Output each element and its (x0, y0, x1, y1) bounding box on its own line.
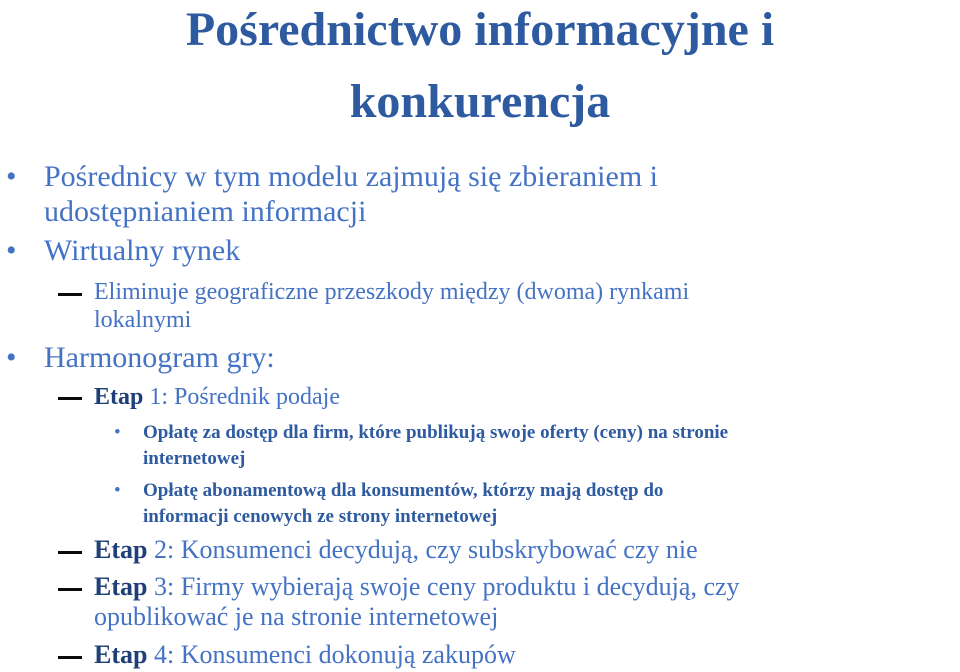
bullet-dot: • (114, 480, 121, 501)
stage-rest: 2: Konsumenci decydują, czy subskrybować czy nie (153, 535, 698, 564)
dash-marker (58, 397, 82, 400)
sub-text-line-2: informacji cenowych ze strony internetowej (143, 506, 498, 527)
bullet-dot: • (6, 234, 17, 267)
bullet-dot: • (6, 160, 17, 193)
title-line-2: konkurencja (349, 75, 611, 128)
bullet-text: Wirtualny rynek (44, 234, 241, 267)
stage-rest: 3: Firmy wybierają swoje ceny produktu i decydują, czy (153, 572, 740, 601)
bullet-text-line-2: udostępnianiem informacji (44, 195, 367, 228)
stage-rest: 1: Pośrednik podaje (149, 384, 340, 410)
bullet-dot: • (114, 422, 121, 443)
stage-text (94, 535, 698, 565)
dash-marker (58, 588, 82, 591)
title-line-1: Pośrednictwo informacyjne i (185, 3, 775, 56)
stage-prefix: Etap (94, 572, 148, 601)
stage-prefix: Etap (94, 535, 148, 564)
stage-text (94, 383, 340, 412)
sub-text-line-1: Eliminuje geograficzne przeszkody między (dwoma) rynkami (94, 279, 690, 305)
stage-prefix: Etap (94, 640, 148, 669)
stage-text-line-2: opublikować je na stronie internetowej (94, 602, 499, 631)
dash-marker (58, 551, 82, 554)
bullet-text-line-1: Pośrednicy w tym modelu zajmują się zbieraniem i (44, 160, 659, 193)
sub-text-line-2: internetowej (143, 448, 246, 469)
bullet-text: Harmonogram gry: (44, 341, 275, 374)
sub-text-line-1: Opłatę abonamentową dla konsumentów, którzy mają dostęp do (143, 480, 664, 501)
stage-text-line-1 (94, 572, 740, 602)
bullet-dot: • (6, 341, 17, 374)
sub-text-line-2: lokalnymi (94, 307, 192, 333)
stage-rest: 4: Konsumenci dokonują zakupów (153, 640, 516, 669)
sub-text-line-1: Opłatę za dostęp dla firm, które publikują swoje oferty (ceny) na stronie (143, 422, 729, 443)
stage-prefix: Etap (94, 384, 144, 410)
stage-text (94, 640, 516, 670)
dash-marker (58, 293, 82, 296)
dash-marker (58, 656, 82, 659)
